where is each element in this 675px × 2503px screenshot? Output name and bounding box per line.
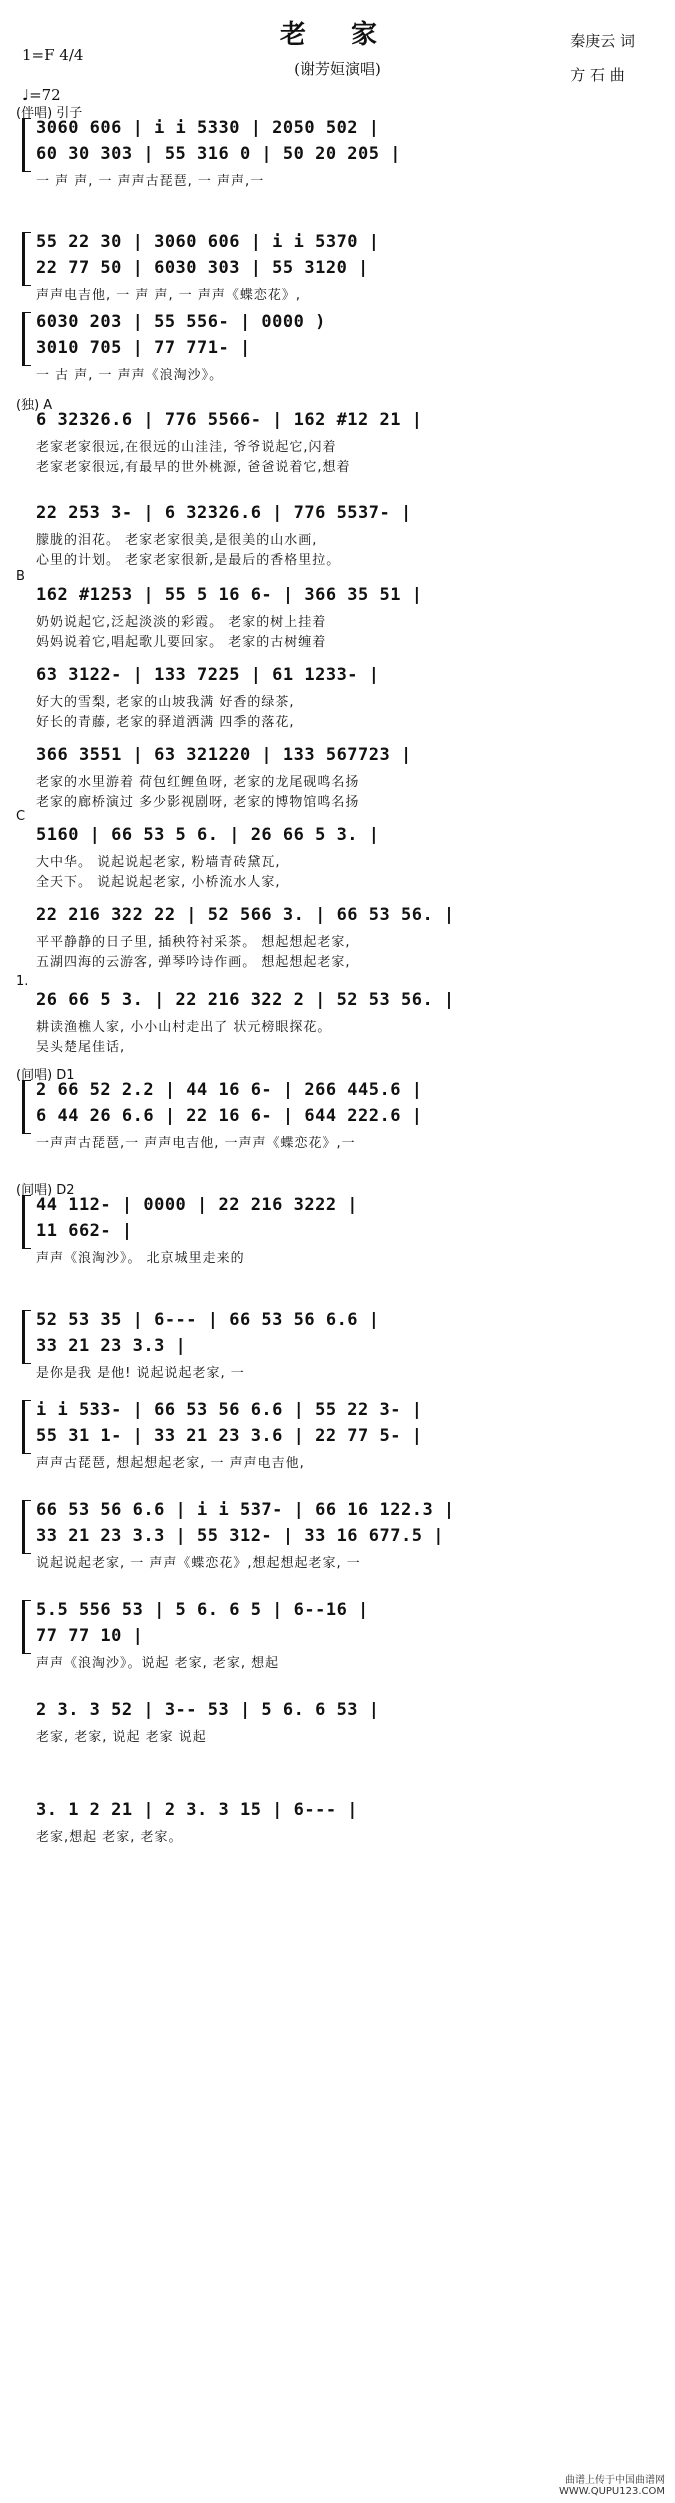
lyric-line: 耕读渔樵人家, 小小山村走出了 状元榜眼探花。 [36,1020,332,1035]
lyric-line: 一 古 声, 一 声声《浪淘沙》。 [36,368,224,383]
lyric-line: 声声《浪淘沙》。说起 老家, 老家, 想起 [36,1656,280,1671]
lyricist-credit: 秦庚云 词 [570,32,635,50]
notation-staff: 22 253 3- | 6 32326.6 | 776 5537- | [36,503,412,523]
notation-staff: 52 53 35 | 6--- | 66 53 56 6.6 | [36,1310,380,1330]
notation-staff: 3060 606 | i i 5330 | 2050 502 | [36,118,380,138]
notation-staff: 3. 1 2 21 | 2 3. 3 15 | 6--- | [36,1800,359,1820]
lyric-line: 大中华。 说起说起老家, 粉墙青砖黛瓦, [36,855,281,870]
lyric-line: 五湖四海的云游客, 弹琴吟诗作画。 想起想起老家, [36,955,351,970]
lyric-line: 老家老家很远,在很远的山洼洼, 爷爷说起它,闪着 [36,440,337,455]
staff-brace [22,1080,31,1134]
staff-brace [22,232,31,286]
notation-staff: 33 21 23 3.3 | 55 312- | 33 16 677.5 | [36,1526,444,1546]
notation-staff: 5.5 556 53 | 5 6. 6 5 | 6--16 | [36,1600,369,1620]
notation-staff: 2 3. 3 52 | 3-- 53 | 5 6. 6 53 | [36,1700,380,1720]
watermark-line-1: 曲谱上传于中国曲谱网 [565,2475,665,2486]
lyric-line: 老家的廊桥演过 多少影视剧呀, 老家的博物馆鸣名扬 [36,795,360,810]
section-mark: B [16,569,25,584]
lyric-line: 妈妈说着它,唱起歌儿要回家。 老家的古树缠着 [36,635,327,650]
notation-staff: 66 53 56 6.6 | i i 537- | 66 16 122.3 | [36,1500,455,1520]
composer-credit: 方 石 曲 [570,66,625,84]
song-subtitle: (谢芳姮演唱) [294,60,381,78]
lyric-line: 一 声 声, 一 声声古琵琶, 一 声声,一 [36,174,265,189]
notation-staff: 33 21 23 3.3 | [36,1336,187,1356]
notation-staff: 6030 203 | 55 556- | 0000 ) [36,312,326,332]
lyric-line: 朦胧的泪花。 老家老家很美,是很美的山水画, [36,533,318,548]
notation-staff: 26 66 5 3. | 22 216 322 2 | 52 53 56. | [36,990,455,1010]
notation-staff: 44 112- | 0000 | 22 216 3222 | [36,1195,359,1215]
notation-staff: 63 3122- | 133 7225 | 61 1233- | [36,665,380,685]
notation-staff: 77 77 10 | [36,1626,144,1646]
section-mark: 1. [16,974,29,989]
notation-staff: 22 77 50 | 6030 303 | 55 3120 | [36,258,369,278]
notation-staff: i i 533- | 66 53 56 6.6 | 55 22 3- | [36,1400,423,1420]
section-mark: (独) A [16,398,53,413]
lyric-line: 吴头楚尾佳话, [36,1040,126,1055]
notation-staff: 162 #1253 | 55 5 16 6- | 366 35 51 | [36,585,423,605]
credits [570,24,635,92]
lyric-line: 老家的水里游着 荷包红鲤鱼呀, 老家的龙尾砚鸣名扬 [36,775,360,790]
lyric-line: 老家老家很远,有最早的世外桃源, 爸爸说着它,想着 [36,460,351,475]
lyric-line: 平平静静的日子里, 插秧符衬采茶。 想起想起老家, [36,935,351,950]
lyric-line: 老家, 老家, 说起 老家 说起 [36,1730,207,1745]
lyric-line: 是你是我 是他! 说起说起老家, 一 [36,1366,245,1381]
staff-brace [22,1310,31,1364]
notation-staff: 3010 705 | 77 771- | [36,338,251,358]
key-signature: 1=F 4/4 [22,46,84,64]
staff-brace [22,1400,31,1454]
lyric-line: 好大的雪梨, 老家的山坡我满 好香的绿茶, [36,695,295,710]
lyric-line: 全天下。 说起说起老家, 小桥流水人家, [36,875,281,890]
lyric-line: 好长的青藤, 老家的驿道洒满 四季的落花, [36,715,295,730]
lyric-line: 说起说起老家, 一 声声《蝶恋花》,想起想起老家, 一 [36,1556,361,1571]
notation-staff: 11 662- | [36,1221,133,1241]
watermark-line-2: WWW.QUPU123.COM [559,2486,665,2497]
lyric-line: 声声电吉他, 一 声 声, 一 声声《蝶恋花》, [36,288,302,303]
section-mark: C [16,809,26,824]
notation-staff: 6 44 26 6.6 | 22 16 6- | 644 222.6 | [36,1106,423,1126]
song-title: 老 家 [279,20,396,50]
lyric-line: 心里的计划。 老家老家很新,是最后的香格里拉。 [36,553,341,568]
lyric-line: 声声《浪淘沙》。 北京城里走来的 [36,1251,245,1266]
watermark-footer [559,2471,665,2497]
lyric-line: 老家,想起 老家, 老家。 [36,1830,183,1845]
staff-brace [22,1600,31,1654]
notation-staff: 60 30 303 | 55 316 0 | 50 20 205 | [36,144,401,164]
notation-staff: 2 66 52 2.2 | 44 16 6- | 266 445.6 | [36,1080,423,1100]
notation-staff: 5160 | 66 53 5 6. | 26 66 5 3. | [36,825,380,845]
staff-brace [22,1195,31,1249]
section-mark: (伴唱) 引子 [16,106,83,121]
notation-staff: 22 216 322 22 | 52 566 3. | 66 53 56. | [36,905,455,925]
staff-brace [22,118,31,172]
tempo-marking: ♩=72 [22,86,61,104]
section-mark: (间唱) D1 [16,1068,75,1083]
staff-brace [22,1500,31,1554]
section-mark: (间唱) D2 [16,1183,75,1198]
staff-brace [22,312,31,366]
notation-staff: 55 22 30 | 3060 606 | i i 5370 | [36,232,380,252]
notation-staff: 366 3551 | 63 321220 | 133 567723 | [36,745,412,765]
notation-staff: 55 31 1- | 33 21 23 3.6 | 22 77 5- | [36,1426,423,1446]
lyric-line: 声声古琵琶, 想起想起老家, 一 声声电吉他, [36,1456,305,1471]
lyric-line: 一声声古琵琶,一 声声电吉他, 一声声《蝶恋花》,一 [36,1136,356,1151]
notation-staff: 6 32326.6 | 776 5566- | 162 #12 21 | [36,410,423,430]
lyric-line: 奶奶说起它,泛起淡淡的彩霞。 老家的树上挂着 [36,615,327,630]
